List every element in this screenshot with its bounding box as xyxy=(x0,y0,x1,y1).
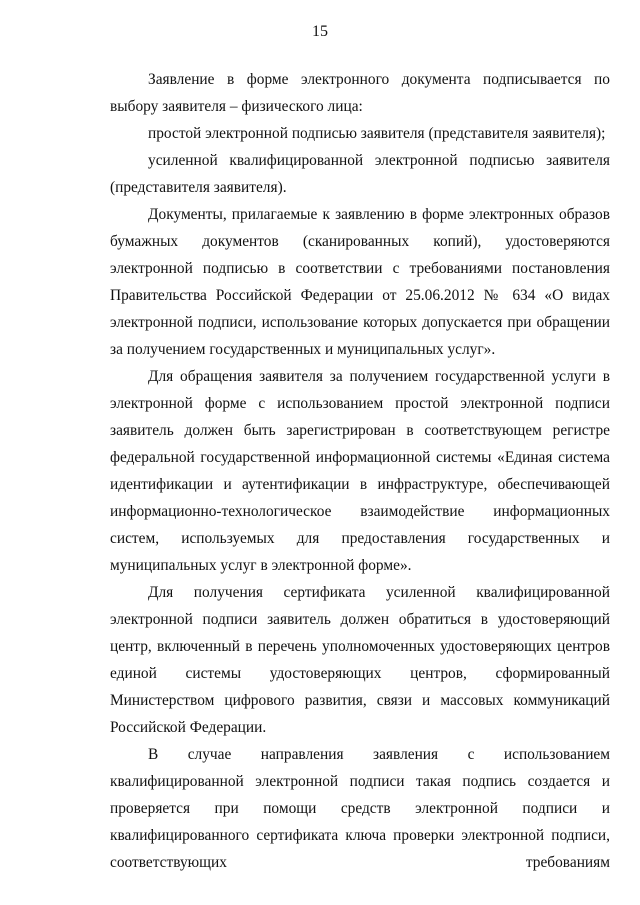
document-body xyxy=(110,66,610,876)
paragraph-certificate-requirement: Для получения сертификата усиленной квалифицированной электронной подписи заявитель должен обратиться в удостоверяющий центр, включенный в перечень уполномоченных удостоверяющих центров единой системы удостоверяющих центров, сформированный Министерством цифрового развития, связи и массовых коммуникаций Российской Федерации. xyxy=(110,584,610,736)
paragraph-attached-documents: Документы, прилагаемые к заявлению в форме электронных образов бумажных документов (сканированных копий), удостоверяются электронной подписью в соответствии с требованиями постановления Правительства Российской Федерации от 25.06.2012 № 634 «О видах электронной подписи, использование которых допускается при обращении за получением государственных и муниципальных услуг». xyxy=(110,206,610,358)
page-number: 15 xyxy=(312,23,328,40)
paragraph-simple-signature: простой электронной подписью заявителя (представителя заявителя); xyxy=(148,125,606,142)
paragraph-qualified-signature: усиленной квалифицированной электронной подписью заявителя (представителя заявителя). xyxy=(110,152,610,196)
paragraph-registration-requirement: Для обращения заявителя за получением государственной услуги в электронной форме с использованием простой электронной подписи заявитель должен быть зарегистрирован в соответствующем регистре федеральной государственной информационной системы «Единая система идентификации и аутентификации в инфраструктуре, обеспечивающей информационно-технологическое взаимодействие информационных систем, используемых для предоставления государственных и муниципальных услуг в электронной форме». xyxy=(110,368,610,574)
paragraph-qualified-signature-check: В случае направления заявления с использованием квалифицированной электронной подписи такая подпись создается и проверяется при помощи средств электронной подписи и квалифицированного сертификата ключа проверки электронной подписи, соответствующих требованиям xyxy=(110,746,610,871)
paragraph-signature-choice: Заявление в форме электронного документа подписывается по выбору заявителя – физического лица: xyxy=(110,71,610,115)
